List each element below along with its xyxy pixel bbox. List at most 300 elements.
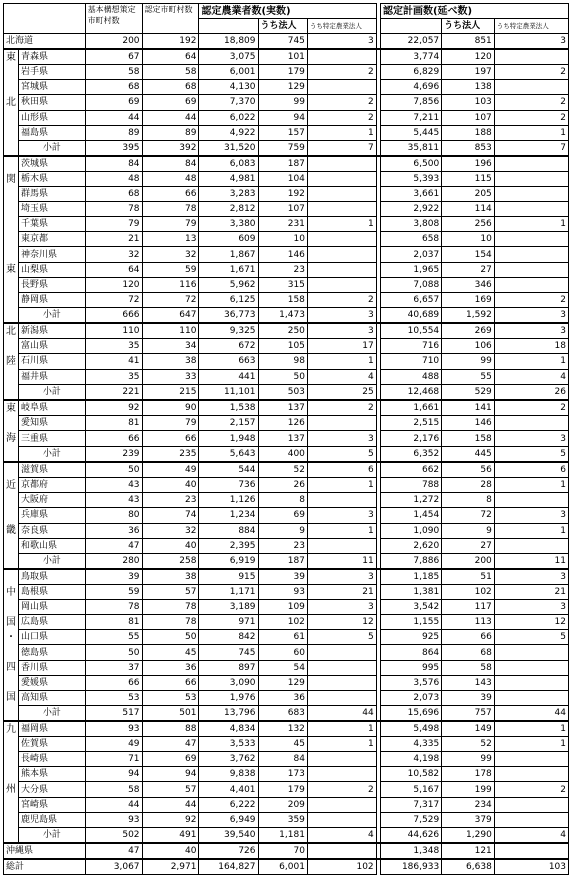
value-cell: 88 bbox=[142, 721, 199, 737]
value-cell: 663 bbox=[199, 354, 258, 369]
table-row bbox=[4, 416, 569, 431]
value-cell: 3,090 bbox=[199, 675, 258, 690]
value-cell: 491 bbox=[142, 827, 199, 843]
value-cell: 8 bbox=[442, 493, 495, 508]
value-cell: 441 bbox=[199, 369, 258, 384]
value-cell: 27 bbox=[442, 538, 495, 553]
value-cell: 842 bbox=[199, 630, 258, 645]
value-cell: 5 bbox=[307, 446, 376, 462]
value-cell: 41 bbox=[85, 354, 142, 369]
region-char bbox=[4, 812, 18, 827]
prefecture-name: 愛媛県 bbox=[19, 675, 86, 690]
value-cell: 50 bbox=[85, 645, 142, 660]
table-row bbox=[4, 827, 569, 843]
value-cell: 49 bbox=[85, 737, 142, 752]
region-char bbox=[4, 508, 18, 523]
header-col2-bottom: 市町村数 bbox=[87, 16, 120, 25]
region-char: 陸 bbox=[6, 356, 17, 367]
region-char bbox=[4, 277, 18, 292]
value-cell: 93 bbox=[85, 812, 142, 827]
prefecture-name: 福岡県 bbox=[19, 721, 86, 737]
region-char bbox=[4, 110, 18, 125]
value-cell: 6,222 bbox=[199, 797, 258, 812]
value-cell: 36,773 bbox=[199, 307, 258, 323]
value-cell: 102 bbox=[258, 615, 307, 630]
value-cell: 43 bbox=[85, 493, 142, 508]
value-cell bbox=[307, 80, 376, 95]
value-cell: 6,829 bbox=[380, 65, 441, 80]
value-cell: 57 bbox=[142, 585, 199, 600]
value-cell: 3 bbox=[307, 569, 376, 585]
region-char bbox=[4, 493, 18, 508]
value-cell: 502 bbox=[85, 827, 142, 843]
region-char bbox=[4, 446, 18, 461]
value-cell: 1 bbox=[494, 721, 568, 737]
value-cell: 89 bbox=[85, 125, 142, 140]
value-cell: 84 bbox=[85, 156, 142, 172]
value-cell: 3 bbox=[307, 323, 376, 339]
value-cell: 1,185 bbox=[380, 569, 441, 585]
value-cell: 3 bbox=[494, 34, 568, 50]
value-cell: 2,395 bbox=[199, 538, 258, 553]
value-cell: 68 bbox=[442, 645, 495, 660]
value-cell: 44 bbox=[85, 110, 142, 125]
value-cell: 1 bbox=[307, 354, 376, 369]
value-cell: 2 bbox=[307, 292, 376, 307]
value-cell: 25 bbox=[307, 384, 376, 400]
value-cell: 359 bbox=[258, 812, 307, 827]
value-cell: 18,809 bbox=[199, 34, 258, 50]
region-char: 東 bbox=[6, 403, 17, 414]
value-cell: 187 bbox=[258, 553, 307, 569]
table-row bbox=[4, 49, 569, 65]
prefecture-name: 滋賀県 bbox=[19, 462, 86, 478]
header-g1-specified-corporations: うち特定農業法人 bbox=[307, 19, 376, 34]
value-cell: 221 bbox=[85, 384, 142, 400]
region-char bbox=[4, 339, 18, 354]
region-char: 州 bbox=[6, 784, 17, 795]
value-cell: 205 bbox=[442, 187, 495, 202]
value-cell: 1,671 bbox=[199, 262, 258, 277]
region-char bbox=[4, 570, 18, 585]
value-cell bbox=[307, 156, 376, 172]
value-cell bbox=[494, 416, 568, 431]
table-row bbox=[4, 843, 569, 859]
table-row bbox=[4, 110, 569, 125]
value-cell: 2 bbox=[307, 110, 376, 125]
value-cell: 7,211 bbox=[380, 110, 441, 125]
value-cell: 79 bbox=[142, 217, 199, 232]
prefecture-name: 香川県 bbox=[19, 660, 86, 675]
header-g1-blank bbox=[199, 19, 258, 34]
value-cell bbox=[494, 645, 568, 660]
subtotal-label: 小計 bbox=[19, 446, 86, 462]
subtotal-label: 小計 bbox=[19, 140, 86, 156]
value-cell: 53 bbox=[142, 690, 199, 705]
value-cell: 5,445 bbox=[380, 125, 441, 140]
value-cell: 146 bbox=[258, 247, 307, 262]
prefecture-name: 宮城県 bbox=[19, 80, 86, 95]
value-cell: 109 bbox=[258, 600, 307, 615]
value-cell bbox=[307, 416, 376, 431]
header-g2-blank bbox=[380, 19, 441, 34]
value-cell: 99 bbox=[442, 752, 495, 767]
value-cell: 57 bbox=[142, 782, 199, 797]
value-cell bbox=[494, 675, 568, 690]
value-cell: 158 bbox=[258, 292, 307, 307]
value-cell: 44 bbox=[494, 705, 568, 721]
value-cell: 13 bbox=[142, 232, 199, 247]
value-cell: 3 bbox=[307, 508, 376, 523]
table-row bbox=[4, 797, 569, 812]
value-cell: 36 bbox=[85, 523, 142, 538]
value-cell: 164,827 bbox=[199, 859, 258, 875]
value-cell: 200 bbox=[85, 34, 142, 50]
value-cell: 187 bbox=[258, 156, 307, 172]
region-char bbox=[4, 292, 18, 307]
region-label bbox=[4, 569, 19, 721]
value-cell: 3 bbox=[307, 34, 376, 50]
value-cell: 110 bbox=[85, 323, 142, 339]
value-cell: 6,657 bbox=[380, 292, 441, 307]
table-row bbox=[4, 187, 569, 202]
region-char bbox=[4, 369, 18, 384]
value-cell: 12 bbox=[494, 615, 568, 630]
table-row bbox=[4, 323, 569, 339]
value-cell: 12 bbox=[307, 615, 376, 630]
value-cell: 110 bbox=[142, 323, 199, 339]
prefecture-name: 栃木県 bbox=[19, 172, 86, 187]
value-cell: 3 bbox=[494, 323, 568, 339]
table-row bbox=[4, 600, 569, 615]
table-row bbox=[4, 247, 569, 262]
value-cell: 716 bbox=[380, 339, 441, 354]
region-char bbox=[4, 125, 18, 140]
value-cell: 93 bbox=[258, 585, 307, 600]
value-cell: 13,796 bbox=[199, 705, 258, 721]
value-cell: 188 bbox=[442, 125, 495, 140]
value-cell bbox=[494, 660, 568, 675]
prefecture-name: 鳥取県 bbox=[19, 569, 86, 585]
value-cell: 89 bbox=[142, 125, 199, 140]
table-row bbox=[4, 217, 569, 232]
value-cell: 3,380 bbox=[199, 217, 258, 232]
value-cell: 99 bbox=[258, 95, 307, 110]
region-char bbox=[4, 752, 18, 767]
value-cell: 138 bbox=[442, 80, 495, 95]
value-cell: 36 bbox=[142, 660, 199, 675]
value-cell: 117 bbox=[442, 600, 495, 615]
table-row bbox=[4, 262, 569, 277]
value-cell: 1,867 bbox=[199, 247, 258, 262]
prefecture-name: 福井県 bbox=[19, 369, 86, 384]
value-cell: 39 bbox=[85, 569, 142, 585]
value-cell: 35 bbox=[85, 369, 142, 384]
value-cell: 154 bbox=[442, 247, 495, 262]
value-cell: 9 bbox=[258, 523, 307, 538]
value-cell: 113 bbox=[442, 615, 495, 630]
region-char bbox=[4, 384, 18, 399]
prefecture-name: 山梨県 bbox=[19, 262, 86, 277]
prefecture-name: 青森県 bbox=[19, 49, 86, 65]
value-cell: 197 bbox=[442, 65, 495, 80]
value-cell: 48 bbox=[85, 172, 142, 187]
value-cell: 7,317 bbox=[380, 797, 441, 812]
prefecture-name: 奈良県 bbox=[19, 523, 86, 538]
value-cell: 129 bbox=[258, 675, 307, 690]
region-label bbox=[4, 721, 19, 843]
value-cell: 11,101 bbox=[199, 384, 258, 400]
value-cell: 10 bbox=[258, 232, 307, 247]
value-cell: 120 bbox=[85, 277, 142, 292]
value-cell: 94 bbox=[258, 110, 307, 125]
value-cell: 149 bbox=[442, 721, 495, 737]
region-char bbox=[4, 65, 18, 80]
value-cell: 47 bbox=[85, 843, 142, 859]
value-cell: 7,088 bbox=[380, 277, 441, 292]
value-cell bbox=[494, 156, 568, 172]
value-cell bbox=[494, 812, 568, 827]
value-cell: 4,335 bbox=[380, 737, 441, 752]
value-cell: 49 bbox=[142, 462, 199, 478]
value-cell: 92 bbox=[85, 400, 142, 416]
value-cell: 2,073 bbox=[380, 690, 441, 705]
value-cell: 66 bbox=[142, 431, 199, 446]
value-cell: 84 bbox=[258, 752, 307, 767]
value-cell: 315 bbox=[258, 277, 307, 292]
subtotal-label: 小計 bbox=[19, 307, 86, 323]
value-cell: 1 bbox=[307, 737, 376, 752]
value-cell: 94 bbox=[142, 767, 199, 782]
value-cell: 196 bbox=[442, 156, 495, 172]
value-cell: 609 bbox=[199, 232, 258, 247]
value-cell: 1,171 bbox=[199, 585, 258, 600]
value-cell: 98 bbox=[258, 354, 307, 369]
value-cell bbox=[494, 202, 568, 217]
value-cell: 788 bbox=[380, 478, 441, 493]
value-cell: 6,352 bbox=[380, 446, 441, 462]
region-char bbox=[4, 187, 18, 202]
region-char bbox=[4, 463, 18, 478]
value-cell: 107 bbox=[442, 110, 495, 125]
value-cell: 81 bbox=[85, 615, 142, 630]
value-cell: 35 bbox=[85, 339, 142, 354]
prefecture-name: 秋田県 bbox=[19, 95, 86, 110]
value-cell: 79 bbox=[85, 217, 142, 232]
prefecture-name: 山口県 bbox=[19, 630, 86, 645]
value-cell: 2 bbox=[307, 782, 376, 797]
value-cell: 54 bbox=[258, 660, 307, 675]
value-cell: 400 bbox=[258, 446, 307, 462]
value-cell: 710 bbox=[380, 354, 441, 369]
table-row bbox=[4, 369, 569, 384]
value-cell: 7,529 bbox=[380, 812, 441, 827]
value-cell: 45 bbox=[258, 737, 307, 752]
value-cell: 215 bbox=[142, 384, 199, 400]
value-cell: 3 bbox=[494, 600, 568, 615]
value-cell: 40 bbox=[142, 478, 199, 493]
prefecture-name: 岩手県 bbox=[19, 65, 86, 80]
header-certified-farmers: 認定農業者数(実数) bbox=[199, 4, 376, 19]
value-cell: 2 bbox=[494, 400, 568, 416]
value-cell: 102 bbox=[307, 859, 376, 875]
value-cell: 66 bbox=[442, 630, 495, 645]
table-row bbox=[4, 80, 569, 95]
region-char: 国 bbox=[6, 617, 17, 628]
prefecture-name: 沖縄県 bbox=[4, 843, 86, 859]
value-cell bbox=[307, 767, 376, 782]
region-char: 九 bbox=[6, 724, 17, 735]
region-char bbox=[4, 157, 18, 172]
value-cell: 52 bbox=[442, 737, 495, 752]
table-row bbox=[4, 675, 569, 690]
value-cell: 17 bbox=[307, 339, 376, 354]
region-char bbox=[4, 80, 18, 95]
value-cell: 5,643 bbox=[199, 446, 258, 462]
value-cell: 15,696 bbox=[380, 705, 441, 721]
value-cell: 3,533 bbox=[199, 737, 258, 752]
value-cell: 925 bbox=[380, 630, 441, 645]
value-cell: 995 bbox=[380, 660, 441, 675]
value-cell bbox=[494, 232, 568, 247]
value-cell bbox=[307, 645, 376, 660]
table-row bbox=[4, 462, 569, 478]
value-cell: 44 bbox=[85, 797, 142, 812]
table-row bbox=[4, 65, 569, 80]
value-cell: 851 bbox=[442, 34, 495, 50]
value-cell: 6,001 bbox=[199, 65, 258, 80]
value-cell: 92 bbox=[142, 812, 199, 827]
value-cell: 37 bbox=[85, 660, 142, 675]
region-char bbox=[4, 140, 18, 155]
prefecture-name: 岡山県 bbox=[19, 600, 86, 615]
value-cell: 9 bbox=[442, 523, 495, 538]
value-cell: 26 bbox=[494, 384, 568, 400]
value-cell: 40 bbox=[142, 843, 199, 859]
value-cell: 501 bbox=[142, 705, 199, 721]
value-cell: 99 bbox=[442, 354, 495, 369]
region-char bbox=[4, 797, 18, 812]
value-cell: 39 bbox=[258, 569, 307, 585]
value-cell: 10,582 bbox=[380, 767, 441, 782]
value-cell: 93 bbox=[85, 721, 142, 737]
value-cell: 3,542 bbox=[380, 600, 441, 615]
region-char bbox=[4, 202, 18, 217]
subtotal-label: 小計 bbox=[19, 705, 86, 721]
value-cell: 47 bbox=[142, 737, 199, 752]
value-cell: 3 bbox=[307, 431, 376, 446]
value-cell: 1,381 bbox=[380, 585, 441, 600]
value-cell: 864 bbox=[380, 645, 441, 660]
value-cell: 94 bbox=[85, 767, 142, 782]
value-cell: 59 bbox=[142, 262, 199, 277]
value-cell: 23 bbox=[258, 538, 307, 553]
value-cell: 173 bbox=[258, 767, 307, 782]
region-char: 北 bbox=[6, 97, 17, 108]
table-row bbox=[4, 400, 569, 416]
value-cell: 51 bbox=[442, 569, 495, 585]
value-cell: 78 bbox=[142, 615, 199, 630]
value-cell: 2,922 bbox=[380, 202, 441, 217]
region-char: 畿 bbox=[6, 525, 17, 536]
value-cell: 915 bbox=[199, 569, 258, 585]
value-cell: 5 bbox=[494, 630, 568, 645]
value-cell: 2,515 bbox=[380, 416, 441, 431]
value-cell: 28 bbox=[442, 478, 495, 493]
prefecture-name: 茨城県 bbox=[19, 156, 86, 172]
value-cell: 44 bbox=[307, 705, 376, 721]
region-char bbox=[4, 232, 18, 247]
value-cell bbox=[494, 797, 568, 812]
value-cell: 4,130 bbox=[199, 80, 258, 95]
value-cell: 27 bbox=[442, 262, 495, 277]
value-cell: 199 bbox=[442, 782, 495, 797]
value-cell bbox=[307, 538, 376, 553]
value-cell: 1 bbox=[307, 478, 376, 493]
value-cell: 72 bbox=[142, 292, 199, 307]
value-cell: 78 bbox=[85, 202, 142, 217]
value-cell: 1,090 bbox=[380, 523, 441, 538]
value-cell: 658 bbox=[380, 232, 441, 247]
table-row bbox=[4, 705, 569, 721]
value-cell: 121 bbox=[442, 843, 495, 859]
prefecture-name: 高知県 bbox=[19, 690, 86, 705]
value-cell: 55 bbox=[85, 630, 142, 645]
value-cell: 3 bbox=[494, 431, 568, 446]
value-cell: 34 bbox=[142, 339, 199, 354]
value-cell: 726 bbox=[199, 843, 258, 859]
value-cell: 21 bbox=[85, 232, 142, 247]
value-cell: 757 bbox=[442, 705, 495, 721]
value-cell: 488 bbox=[380, 369, 441, 384]
value-cell: 21 bbox=[307, 585, 376, 600]
prefecture-name: 岐阜県 bbox=[19, 400, 86, 416]
value-cell: 3,075 bbox=[199, 49, 258, 65]
value-cell: 5,393 bbox=[380, 172, 441, 187]
value-cell: 971 bbox=[199, 615, 258, 630]
value-cell: 209 bbox=[258, 797, 307, 812]
value-cell: 157 bbox=[258, 125, 307, 140]
prefecture-name: 山形県 bbox=[19, 110, 86, 125]
value-cell: 1,538 bbox=[199, 400, 258, 416]
prefecture-name: 石川県 bbox=[19, 354, 86, 369]
value-cell bbox=[307, 187, 376, 202]
value-cell: 6 bbox=[307, 462, 376, 478]
value-cell: 503 bbox=[258, 384, 307, 400]
value-cell: 2 bbox=[494, 65, 568, 80]
value-cell: 2 bbox=[307, 95, 376, 110]
value-cell: 3 bbox=[494, 508, 568, 523]
value-cell: 1 bbox=[494, 217, 568, 232]
value-cell bbox=[494, 493, 568, 508]
prefecture-name: 千葉県 bbox=[19, 217, 86, 232]
subtotal-label: 小計 bbox=[19, 553, 86, 569]
table-row bbox=[4, 34, 569, 50]
region-label bbox=[4, 156, 19, 323]
value-cell: 544 bbox=[199, 462, 258, 478]
value-cell bbox=[307, 675, 376, 690]
prefecture-name: 佐賀県 bbox=[19, 737, 86, 752]
value-cell: 853 bbox=[442, 140, 495, 156]
value-cell: 884 bbox=[199, 523, 258, 538]
prefecture-name: 埼玉県 bbox=[19, 202, 86, 217]
value-cell bbox=[494, 172, 568, 187]
value-cell: 745 bbox=[199, 645, 258, 660]
value-cell bbox=[307, 247, 376, 262]
value-cell: 78 bbox=[142, 600, 199, 615]
region-char bbox=[4, 553, 18, 568]
value-cell bbox=[494, 538, 568, 553]
